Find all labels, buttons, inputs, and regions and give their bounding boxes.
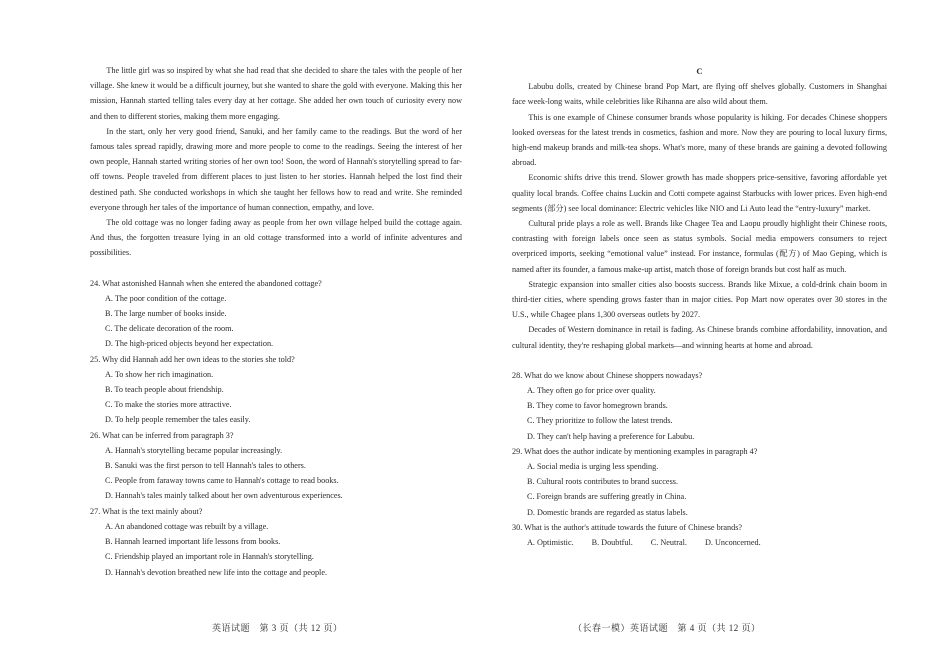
option-c: C. Friendship played an important role in Hannah's storytelling. xyxy=(105,552,314,562)
section-label: C xyxy=(696,66,703,76)
option-b: B. Doubtful. xyxy=(591,538,633,548)
question-stem: 27. What is the text mainly about? xyxy=(90,506,203,516)
passage-paragraph: Cultural pride plays a role as well. Brands like Chagee Tea and Laopu proudly highlight their Chinese roots, contrasting with foreign labels once seen as status symbols. Social media empowers consumers to reject overpriced imports, seeking “emotional value” instead. For instance, formulas (配方) of Mao Geping, which is named after its founder, a famous make-up artist, match those of foreign brands but cost half as much. xyxy=(512,219,887,274)
right-column xyxy=(512,64,887,550)
option-b: B. The large number of books inside. xyxy=(105,309,227,319)
question-24 xyxy=(90,276,462,352)
option-c: C. Foreign brands are suffering greatly in China. xyxy=(527,492,687,502)
question-stem: 24. What astonished Hannah when she entered the abandoned cottage? xyxy=(90,278,322,288)
question-29 xyxy=(512,444,887,520)
option-d: D. Unconcerned. xyxy=(704,538,761,548)
option-a: A. The poor condition of the cottage. xyxy=(105,293,227,303)
option-row xyxy=(512,535,887,550)
option-b: B. To teach people about friendship. xyxy=(105,385,224,395)
option-c: C. They prioritize to follow the latest trends. xyxy=(527,416,673,426)
option-d: D. To help people remember the tales easily. xyxy=(105,415,251,425)
option-b: B. They come to favor homegrown brands. xyxy=(527,401,668,411)
passage-paragraph: Decades of Western dominance in retail is fading. As Chinese brands combine affordability, innovation, and cultural identity, they're reshaping global markets—and winning hearts at home and abroad. xyxy=(512,325,887,350)
question-27 xyxy=(90,504,462,580)
option-d: D. Hannah's tales mainly talked about her own adventurous experiences. xyxy=(105,491,343,501)
option-a: A. Social media is urging less spending. xyxy=(527,462,659,472)
option-c: C. The delicate decoration of the room. xyxy=(105,324,234,334)
passage-paragraph: Economic shifts drive this trend. Slower growth has made shoppers price-sensitive, favoring affordable yet quality local brands. Coffee chains Luckin and Cotti compete against Starbucks with lower prices. Even high-end segments (部分) see local dominance: Electric vehicles like NIO and Li Auto lead the “entry-luxury” market. xyxy=(512,173,887,213)
question-26 xyxy=(90,428,462,504)
page-footer: （长春一模）英语试题 第 4 页（共 12 页） xyxy=(573,623,761,633)
option-a: A. An abandoned cottage was rebuilt by a village. xyxy=(105,521,269,531)
option-d: D. The high-priced objects beyond her expectation. xyxy=(105,339,274,349)
option-b: B. Sanuki was the first person to tell Hannah's tales to others. xyxy=(105,461,306,471)
option-a: A. Optimistic. xyxy=(527,538,574,548)
option-c: C. People from faraway towns came to Hannah's cottage to read books. xyxy=(105,476,339,486)
left-column xyxy=(90,63,462,580)
option-a: A. To show her rich imagination. xyxy=(105,369,214,379)
option-a: A. Hannah's storytelling became popular increasingly. xyxy=(105,445,283,455)
question-stem: 28. What do we know about Chinese shoppers nowadays? xyxy=(512,370,703,380)
option-c: C. To make the stories more attractive. xyxy=(105,400,232,410)
question-stem: 30. What is the author's attitude towards the future of Chinese brands? xyxy=(512,522,743,532)
option-b: B. Cultural roots contributes to brand success. xyxy=(527,477,678,487)
passage-paragraph: The little girl was so inspired by what she had read that she decided to share the tales with the people of her village. She knew it would be a difficult journey, but she wanted to share the gold with everyone. Making this her mission, Hannah started telling tales every day at her cottage. She added her own touch of curiosity every now and then to different stories, making them more engaging. xyxy=(90,66,462,121)
option-a: A. They often go for price over quality. xyxy=(527,386,656,396)
page-footer: 英语试题 第 3 页（共 12 页） xyxy=(212,623,343,633)
passage-paragraph: This is one example of Chinese consumer brands whose popularity is hiking. For decades Chinese shoppers looked overseas for the latest trends in cosmetics, fashion and more. Now they are pouring to local luxury firms, high-end makeup brands and milk-tea shops. What's more, many of these brands are gaining a devoted following abroad. xyxy=(512,112,887,168)
passage-paragraph: Strategic expansion into smaller cities also boosts success. Brands like Mixue, a cold-drink chain boom in third-tier cities, where spending grows faster than in major cities. Pop Mart now operates over 30 stores in the U.S., while Chagee plans 1,300 overseas outlets by 2027. xyxy=(512,279,887,320)
question-stem: 25. Why did Hannah add her own ideas to the stories she told? xyxy=(90,354,295,364)
option-c: C. Neutral. xyxy=(650,538,687,548)
option-d: D. Domestic brands are regarded as status labels. xyxy=(527,507,688,517)
option-d: D. They can't help having a preference for Labubu. xyxy=(527,431,695,441)
option-b: B. Hannah learned important life lessons from books. xyxy=(105,537,281,547)
question-25 xyxy=(90,352,462,428)
passage-paragraph: In the start, only her very good friend, Sanuki, and her family came to the readings. But the word of her famous tales spread rapidly, drawing more and more people to come to the readings. Seeing the interest of her own people, Hannah started writing stories of her own too! Soon, the word of Hannah's storytelling spread to far-off towns. People traveled from different places to just listen to her stories. Hannah helped the lost find their destined path. She conducted workshops in which she taught her fellows how to read and write. She reminded everyone through her tales of the importance of human connection, empathy, and love. xyxy=(90,126,462,212)
question-stem: 26. What can be inferred from paragraph 3? xyxy=(90,430,234,440)
question-28 xyxy=(512,368,887,444)
passage-paragraph: Labubu dolls, created by Chinese brand Pop Mart, are flying off shelves globally. Customers in Shanghai face week-long waits, while celebrities like Rihanna are also wild about them. xyxy=(512,82,887,107)
question-30 xyxy=(512,520,887,550)
passage-paragraph: The old cottage was no longer fading away as people from her own village helped build the cottage again. And thus, the forgotten treasure lying in an old cottage transformed into a world of infinite adventures and possibilities. xyxy=(90,218,462,258)
right-page xyxy=(475,0,950,671)
question-stem: 29. What does the author indicate by mentioning examples in paragraph 4? xyxy=(512,446,758,456)
option-d: D. Hannah's devotion breathed new life into the cottage and people. xyxy=(105,567,328,577)
